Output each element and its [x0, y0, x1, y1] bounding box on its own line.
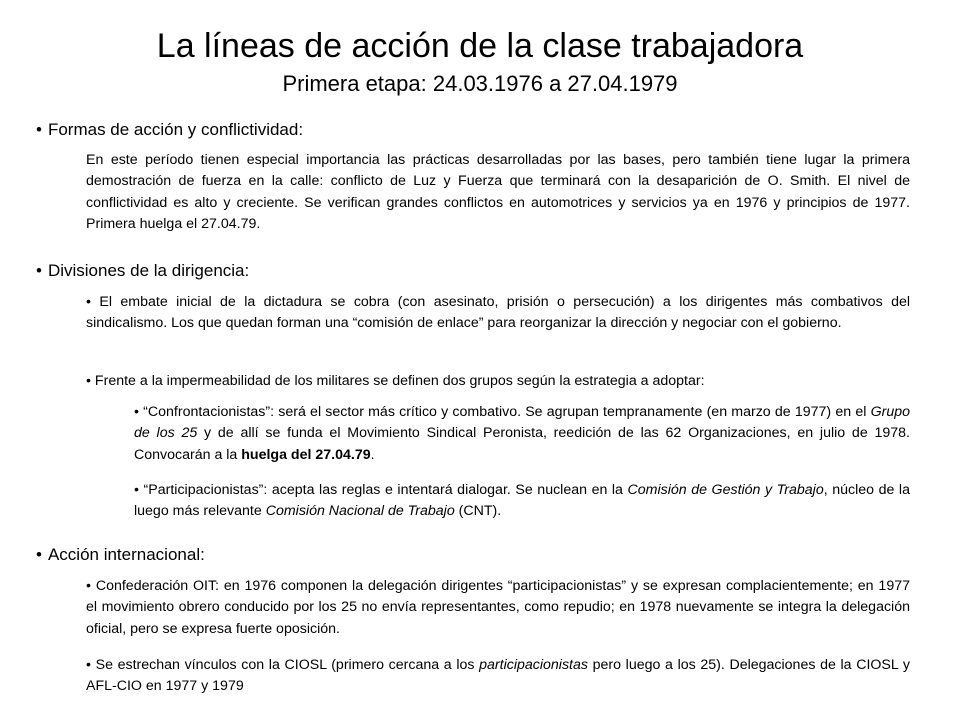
- paragraph-participacionistas: [134, 480, 910, 523]
- paragraph-oit: [86, 576, 910, 640]
- bold-text: huelga del 27.04.79: [241, 446, 371, 463]
- text-part: “Participacionistas”: acepta las reglas e intentará dialogar. Se nuclean en la: [143, 482, 628, 498]
- paragraph-conflictividad: En este período tienen especial importancia las prácticas desarrolladas por las bases, pero también tiene lugar la primera demostración de fuerza en la calle: conflicto de Luz y Fuerza que terminará con la desaparición de O. Smith. El nivel de conflictividad es alto y creciente. Se verifican grandes conflictos en automotrices y servicios ya en 1976 y principios de 1977. Primera huelga el 27.04.79.: [86, 152, 910, 232]
- paragraph-embate-inicial: [86, 292, 910, 335]
- text-part: , núcleo de la luego más relevante: [134, 482, 910, 520]
- bullet: •: [134, 482, 139, 498]
- paragraph-dos-grupos: [86, 371, 910, 392]
- paragraph-text: El embate inicial de la dictadura se cobra (con asesinato, prisión o persecución) a los dirigentes más combativos del sindicalismo. Los que quedan forman una “comisión de enlace” para reorganizar la dirección y negociar con el gobierno.: [86, 294, 911, 332]
- text-part: y de allí se funda el Movimiento Sindical Peronista, reedición de las 62 Organizaciones, en julio de 1978. Convocarán a la: [134, 425, 910, 463]
- section-heading-divisiones: [36, 260, 249, 282]
- text-part: pero luego a los 25). Delegaciones de la CIOSL y AFL-CIO en 1977 y 1979: [86, 657, 911, 695]
- italic-text: participacionistas: [479, 657, 588, 673]
- bullet: •: [36, 261, 42, 280]
- bullet: •: [86, 657, 91, 673]
- text-part: Se estrechan vínculos con la CIOSL (primero cercana a los: [95, 657, 480, 673]
- section-heading-label: Formas de acción y conflictividad:: [47, 120, 304, 139]
- italic-text: Comisión de Gestión y Trabajo: [627, 482, 824, 498]
- italic-text: Comisión Nacional de Trabajo: [265, 503, 455, 520]
- bullet: •: [36, 545, 42, 564]
- paragraph-text: Frente a la impermeabilidad de los militares se definen dos grupos según la estrategia a adoptar:: [94, 373, 705, 389]
- bullet: •: [36, 120, 42, 139]
- paragraph-confrontacionistas: [134, 402, 910, 466]
- bullet: •: [86, 578, 91, 594]
- text-part: (CNT).: [454, 503, 502, 520]
- bullet: •: [134, 404, 139, 420]
- bullet: •: [86, 294, 91, 310]
- text-part: .: [370, 446, 375, 463]
- section-heading-internacional: [36, 544, 205, 566]
- text-part: “Confrontacionistas”: será el sector más crítico y combativo. Se agrupan tempranamente (en marzo de 1977) en el: [143, 404, 871, 420]
- slide-subtitle: Primera etapa: 24.03.1976 a 27.04.1979: [282, 71, 678, 96]
- section-heading-label: Acción internacional:: [47, 545, 205, 564]
- slide-title: La líneas de acción de la clase trabajadora: [156, 27, 804, 65]
- paragraph-ciosl: [86, 655, 910, 698]
- section-heading-label: Divisiones de la dirigencia:: [47, 261, 250, 280]
- section-heading-formas: [36, 119, 303, 141]
- bullet: •: [86, 373, 91, 389]
- paragraph-text: Confederación OIT: en 1976 componen la delegación dirigentes “participacionistas” y se expresan complacientemente; en 1977 el movimiento obrero conducido por los 25 no envía representantes, como repudio; en 1978 nuevamente se integra la delegación oficial, pero se expresa fuerte oposición.: [86, 578, 910, 637]
- italic-text: Grupo de los 25: [134, 404, 910, 442]
